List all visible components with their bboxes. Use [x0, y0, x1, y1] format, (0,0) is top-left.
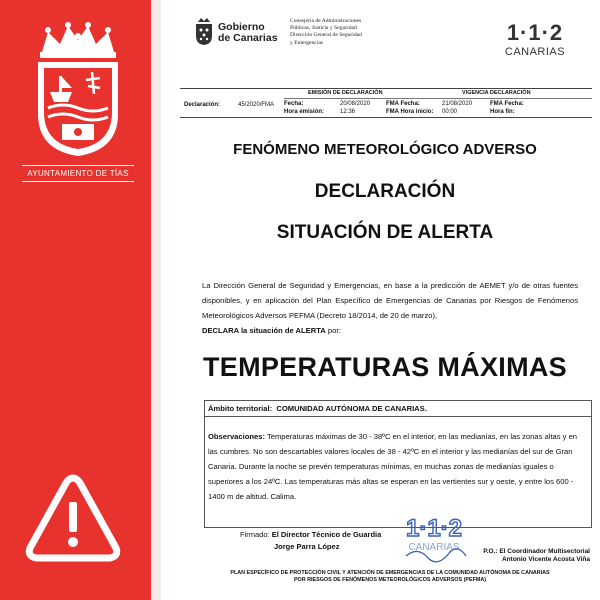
firmado-label: Firmado:	[240, 530, 270, 539]
stamp-label: CANARIAS	[408, 542, 460, 553]
alert-type-title: TEMPERATURAS MÁXIMAS	[202, 352, 567, 382]
declaracion-label: Declaración:	[184, 102, 221, 108]
ambito-row	[205, 401, 591, 417]
fma-hora-inicio-label: FMA Hora inicio:	[386, 109, 434, 115]
hora-emision-value: 12:36	[340, 109, 356, 115]
fma-fecha-fin-label: FMA Fecha:	[490, 101, 524, 107]
emergency-label: CANARIAS	[504, 46, 566, 58]
municipal-sidebar	[0, 0, 161, 600]
sidebar-edge	[151, 0, 161, 600]
declaration-table	[180, 88, 592, 118]
stamp-number: 1·1·2	[405, 515, 463, 542]
situation-title: SITUACIÓN DE ALERTA	[276, 222, 494, 243]
gobierno-line-2: de Canarias	[218, 32, 278, 44]
declaration-title: DECLARACIÓN	[314, 181, 456, 202]
consejeria-line: Públicas, Justicia y Seguridad	[290, 25, 357, 32]
consejeria-line: Consejería de Administraciones	[290, 18, 362, 24]
fecha-value: 20/08/2020	[340, 101, 371, 107]
fecha-label: Fecha:	[284, 101, 304, 107]
phenomenon-title: FENÓMENO METEOROLÓGICO ADVERSO	[233, 141, 537, 158]
alert-declaration-document	[170, 0, 600, 600]
ambito-value: COMUNIDAD AUTÓNOMA DE CANARIAS.	[276, 404, 427, 413]
gobierno-de-canarias-logo	[194, 16, 284, 50]
table-rule	[284, 98, 592, 99]
firmado-role: El Director Técnico de Guardia	[271, 530, 382, 539]
fma-fecha-value: 21/08/2020	[442, 101, 473, 107]
consejeria-line: y Emergencias	[290, 39, 323, 46]
fma-hora-inicio-value: 00:00	[442, 109, 458, 115]
declares-suffix: por:	[325, 326, 341, 335]
divider	[22, 181, 134, 182]
firmado-name: Jorge Parra López	[274, 542, 340, 551]
intro-paragraph	[202, 278, 578, 338]
observaciones-row	[208, 429, 588, 504]
observaciones-text: Temperaturas máximas de 30 - 38ºC en el interior, en las medianías, en las zonas altas y en las cumbres. No son descartables valores locales de 38 - 42ºC en el interior y las medianías del sur de Gran Canaria. Durante la noche se prevén temperaturas mínimas, en muchas zonas de medianías iguales o superiores a los 24ºC. Las temperaturas más altas se esperan en las vertientes sur y oeste, y entre los 600 - 1400 m de altitud. Calima.	[208, 432, 578, 501]
declares-text: DECLARA la situación de ALERTA	[202, 326, 326, 335]
coat-of-arms-icon	[28, 22, 128, 158]
pod-line: P.O.: El Coordinador Multisectorial	[483, 548, 590, 555]
consejeria-block	[290, 18, 362, 47]
emergency-number: 1·1·2	[506, 20, 564, 45]
intro-text: La Dirección General de Seguridad y Emergencias, en base a la predicción de AEMET y/o de otras fuentes disponibles, y en aplicación del Plan Específico de Emergencias de Canarias por Riesgos de Fenómenos Meteorológicos Adversos PEFMA (Decreto 18/2014, de 20 de marzo),	[202, 281, 578, 320]
gobierno-line-1: Gobierno	[218, 21, 265, 33]
112-canarias-logo	[490, 22, 580, 58]
hora-fin-label: Hora fin:	[490, 109, 515, 115]
observaciones-label: Observaciones:	[208, 432, 265, 441]
consejeria-line: Dirección General de Seguridad	[290, 32, 362, 39]
document-footer	[190, 570, 590, 584]
municipality-label: AYUNTAMIENTO DE TÍAS	[27, 169, 129, 178]
emision-header: EMISIÓN DE DECLARACIÓN	[308, 90, 383, 96]
declaracion-value: 45/2020/FMA	[238, 102, 275, 108]
pod-name: Antonio Vicente Acosta Viña	[501, 556, 590, 563]
footer-line: PLAN ESPECÍFICO DE PROTECCIÓN CIVIL Y ATENCIÓN DE EMERGENCIAS DE LA COMUNIDAD AUTÓNOMA DE CANARIAS	[230, 570, 550, 576]
footer-line: POR RIESGOS DE FENÓMENOS METEOROLÓGICOS ADVERSOS (PEFMA)	[293, 577, 487, 583]
divider	[22, 165, 134, 166]
warning-triangle-icon	[24, 472, 122, 564]
fma-fecha-label: FMA Fecha:	[386, 101, 420, 107]
vigencia-header: VIGENCIA DECLARACIÓN	[462, 90, 531, 96]
ambito-label: Ámbito territorial:	[208, 404, 273, 413]
signature-block	[240, 529, 382, 551]
coordinator-signature	[390, 548, 590, 564]
canarias-emblem-icon	[194, 16, 214, 46]
hora-emision-label: Hora emisión:	[284, 109, 325, 115]
